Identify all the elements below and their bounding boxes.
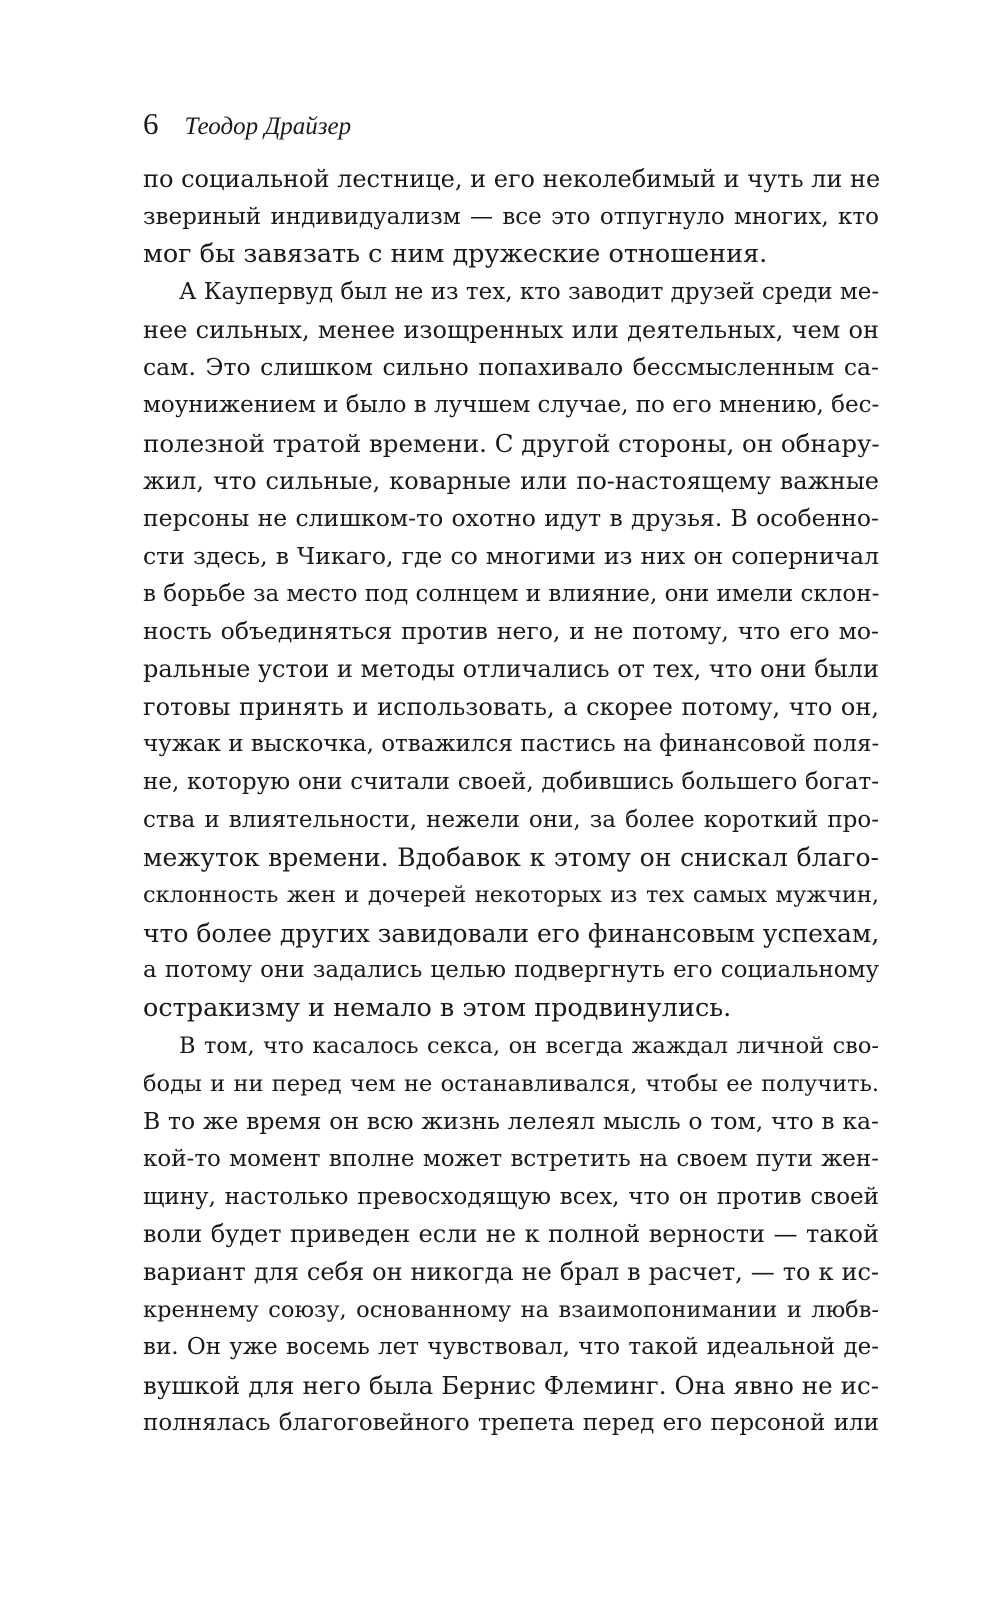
text-line: в борьбе за место под солнцем и влияние, они имели склон- (143, 580, 880, 607)
text-line: а потому они задались целью подвергнуть его социальному (143, 957, 879, 984)
text-line: жил, что сильные, коварные или по-настоящему важные (143, 466, 879, 495)
text-line: сти здесь, в Чикаго, где со многими из них он соперничал (143, 541, 879, 570)
text-line: по социальной лестнице, и его неколебимый и чуть ли не (143, 165, 881, 193)
text-line: боды и ни перед чем не останавливался, чтобы ее получить. (143, 1070, 879, 1097)
body-text (143, 161, 879, 1442)
text-line: В том, что касалось секса, он всегда жаждал личной сво- (179, 1032, 879, 1059)
paragraph (143, 274, 879, 1028)
text-line: вариант для себя он никогда не брал в расчет, — то к ис- (143, 1257, 879, 1286)
text-line: полезной тратой времени. С другой стороны, он обнару- (143, 428, 880, 458)
text-line: кой-то момент вполне может встретить на своем пути жен- (143, 1145, 879, 1172)
text-line: моунижением и было в лучшем случае, по его мнению, бес- (143, 392, 880, 419)
text-line: звериный индивидуализм — все это отпугнуло многих, кто (143, 203, 879, 230)
text-line: персоны не слишком-то охотно идут в друзья. В особенно- (143, 504, 879, 533)
text-line: остракизму и немало в этом продвинулись. (143, 993, 732, 1024)
text-line: щину, настолько превосходящую всех, что он против своей (143, 1183, 879, 1210)
paragraph (143, 1028, 879, 1443)
running-head (143, 106, 351, 152)
text-line: ства и влиятельности, нежели они, за более короткий про- (143, 806, 879, 833)
text-line: ность объединяться против него, и не потому, что его мо- (143, 617, 879, 646)
text-line: что более других завидовали его финансовым успехам, (143, 918, 880, 948)
text-line: полнялась благоговейного трепета перед его персоной или (143, 1409, 879, 1436)
text-line: склонность жен и дочерей некоторых из тех самых мужчин, (143, 882, 879, 909)
text-line: чужак и выскочка, отважился пастись на финансовой поля- (143, 731, 880, 758)
text-line: воли будет приведен если не к полной верности — такой (143, 1220, 879, 1249)
text-line: межуток времени. Вдобавок к этому он снискал благо- (143, 843, 879, 873)
paragraph (143, 161, 879, 274)
text-line: не, которую они считали своей, добившись большего богат- (143, 769, 879, 795)
text-line: В то же время он всю жизнь лелеял мысль о том, что в ка- (143, 1107, 879, 1136)
text-line: ральные устои и методы отличались от тех, что они были (143, 654, 879, 683)
text-line: А Каупервуд был не из тех, кто заводит друзей среди ме- (179, 279, 880, 306)
text-line: вушкой для него была Бернис Флеминг. Она явно не ис- (143, 1371, 879, 1400)
text-line: креннему союзу, основанному на взаимопонимании и любв- (143, 1296, 879, 1323)
page-number: 6 (143, 106, 159, 141)
text-line: готовы принять и использовать, а скорее потому, что он, (143, 692, 879, 721)
text-line: мог бы завязать с ним дружеские отношения. (143, 239, 768, 270)
text-line: ви. Он уже восемь лет чувствовал, что такой идеальной де- (143, 1334, 879, 1361)
text-line: нее сильных, менее изощренных или деятельных, чем он (143, 315, 879, 344)
running-head-author: Теодор Драйзер (184, 113, 352, 140)
text-line: сам. Это слишком сильно попахивало бессмысленным са- (143, 353, 879, 382)
